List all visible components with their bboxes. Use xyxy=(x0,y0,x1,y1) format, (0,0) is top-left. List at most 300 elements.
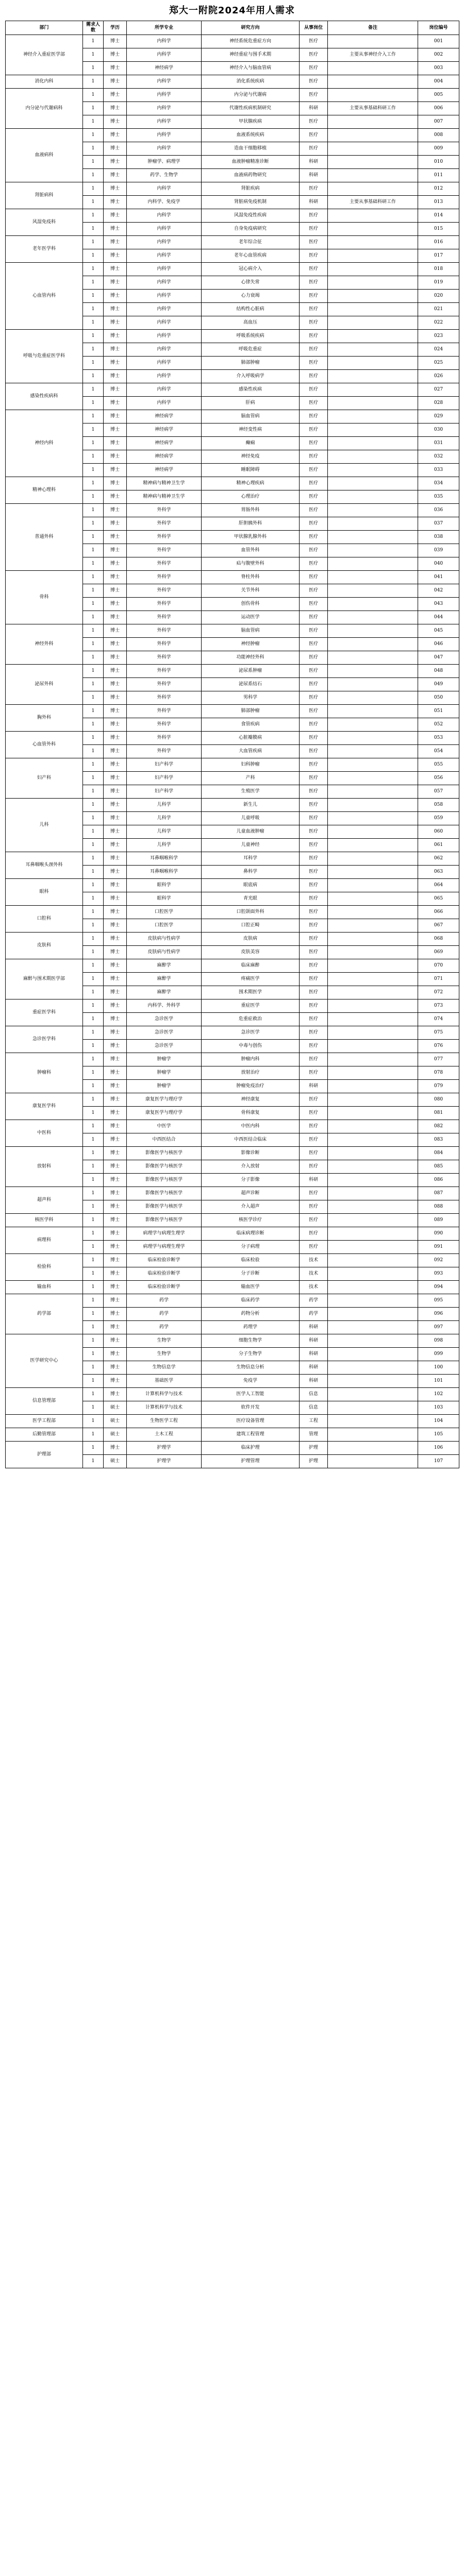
dept-cell: 中医科 xyxy=(6,1120,83,1147)
education-cell: 博士 xyxy=(104,584,127,598)
note-cell xyxy=(328,1093,418,1107)
post-cell: 医疗 xyxy=(300,785,328,799)
direction-cell: 产科 xyxy=(202,772,300,785)
page-title: 郑大一附院2024年用人需求 xyxy=(169,5,295,16)
code-cell: 045 xyxy=(418,624,459,638)
education-cell: 博士 xyxy=(104,477,127,490)
post-cell: 医疗 xyxy=(300,1066,328,1080)
post-cell: 医疗 xyxy=(300,397,328,410)
major-cell: 外科学 xyxy=(127,718,202,732)
post-cell: 医疗 xyxy=(300,1026,328,1040)
post-cell: 医疗 xyxy=(300,799,328,812)
education-cell: 博士 xyxy=(104,1348,127,1361)
code-cell: 038 xyxy=(418,531,459,544)
education-cell: 博士 xyxy=(104,1267,127,1281)
direction-cell: 老年综合征 xyxy=(202,236,300,249)
post-cell: 医疗 xyxy=(300,879,328,892)
major-cell: 儿科学 xyxy=(127,812,202,825)
note-cell xyxy=(328,276,418,290)
table-row xyxy=(6,799,459,812)
post-cell: 医疗 xyxy=(300,504,328,517)
direction-cell: 皮肤美容 xyxy=(202,946,300,959)
dept-cell: 输血科 xyxy=(6,1281,83,1294)
post-cell: 医疗 xyxy=(300,772,328,785)
education-cell: 博士 xyxy=(104,1442,127,1455)
post-cell: 医疗 xyxy=(300,638,328,651)
code-cell: 076 xyxy=(418,1040,459,1053)
education-cell: 博士 xyxy=(104,651,127,665)
direction-cell: 鼻科学 xyxy=(202,866,300,879)
major-cell: 急诊医学 xyxy=(127,1013,202,1026)
major-cell: 内科学 xyxy=(127,276,202,290)
education-cell: 博士 xyxy=(104,1334,127,1348)
education-cell: 博士 xyxy=(104,196,127,209)
code-cell: 079 xyxy=(418,1080,459,1093)
dept-cell: 检验科 xyxy=(6,1254,83,1281)
note-cell xyxy=(328,959,418,973)
count-cell: 1 xyxy=(83,330,104,343)
note-cell xyxy=(328,1428,418,1442)
count-cell: 1 xyxy=(83,1455,104,1468)
post-cell: 科研 xyxy=(300,1321,328,1334)
header-post: 从事岗位 xyxy=(300,21,328,35)
post-cell: 医疗 xyxy=(300,1133,328,1147)
major-cell: 内科学 xyxy=(127,290,202,303)
direction-cell: 皮肤病 xyxy=(202,933,300,946)
dept-cell: 妇产科 xyxy=(6,758,83,799)
code-cell: 080 xyxy=(418,1093,459,1107)
count-cell: 1 xyxy=(83,1120,104,1133)
count-cell: 1 xyxy=(83,772,104,785)
major-cell: 内科学 xyxy=(127,129,202,142)
code-cell: 051 xyxy=(418,705,459,718)
count-cell: 1 xyxy=(83,906,104,919)
note-cell xyxy=(328,1254,418,1267)
code-cell: 003 xyxy=(418,62,459,75)
note-cell xyxy=(328,1348,418,1361)
direction-cell: 结构性心脏病 xyxy=(202,303,300,316)
count-cell: 1 xyxy=(83,423,104,437)
post-cell: 医疗 xyxy=(300,892,328,906)
count-cell: 1 xyxy=(83,89,104,102)
count-cell: 1 xyxy=(83,450,104,464)
note-cell: 主要从事神经介入工作 xyxy=(328,48,418,62)
code-cell: 071 xyxy=(418,973,459,986)
education-cell: 博士 xyxy=(104,1241,127,1254)
post-cell: 科研 xyxy=(300,1080,328,1093)
post-cell: 医疗 xyxy=(300,115,328,129)
code-cell: 093 xyxy=(418,1267,459,1281)
table-row xyxy=(6,1415,459,1428)
post-cell: 医疗 xyxy=(300,75,328,89)
direction-cell: 肿瘤内科 xyxy=(202,1053,300,1066)
post-cell: 医疗 xyxy=(300,464,328,477)
count-cell: 1 xyxy=(83,1080,104,1093)
count-cell: 1 xyxy=(83,1308,104,1321)
education-cell: 博士 xyxy=(104,1040,127,1053)
note-cell xyxy=(328,437,418,450)
education-cell: 博士 xyxy=(104,691,127,705)
table-row xyxy=(6,1187,459,1200)
education-cell: 博士 xyxy=(104,892,127,906)
direction-cell: 口腔颌面外科 xyxy=(202,906,300,919)
post-cell: 医疗 xyxy=(300,598,328,611)
post-cell: 科研 xyxy=(300,156,328,169)
note-cell xyxy=(328,758,418,772)
code-cell: 091 xyxy=(418,1241,459,1254)
code-cell: 025 xyxy=(418,357,459,370)
dept-cell: 内分泌与代谢病科 xyxy=(6,89,83,129)
code-cell: 013 xyxy=(418,196,459,209)
direction-cell: 心律失常 xyxy=(202,276,300,290)
direction-cell: 临床护理 xyxy=(202,1442,300,1455)
note-cell xyxy=(328,1174,418,1187)
note-cell xyxy=(328,544,418,557)
major-cell: 护理学 xyxy=(127,1442,202,1455)
dept-cell: 血液病科 xyxy=(6,129,83,182)
major-cell: 内科学 xyxy=(127,383,202,397)
code-cell: 106 xyxy=(418,1442,459,1455)
dept-cell: 心血管外科 xyxy=(6,732,83,758)
education-cell: 硕士 xyxy=(104,1428,127,1442)
code-cell: 035 xyxy=(418,490,459,504)
post-cell: 医疗 xyxy=(300,89,328,102)
post-cell: 医疗 xyxy=(300,209,328,223)
direction-cell: 神经肿瘤 xyxy=(202,638,300,651)
count-cell: 1 xyxy=(83,490,104,504)
code-cell: 098 xyxy=(418,1334,459,1348)
major-cell: 外科学 xyxy=(127,504,202,517)
major-cell: 外科学 xyxy=(127,544,202,557)
education-cell: 博士 xyxy=(104,330,127,343)
code-cell: 054 xyxy=(418,745,459,758)
post-cell: 医疗 xyxy=(300,142,328,156)
direction-cell: 肾脏疾病 xyxy=(202,182,300,196)
code-cell: 042 xyxy=(418,584,459,598)
note-cell xyxy=(328,450,418,464)
table-row xyxy=(6,263,459,276)
post-cell: 医疗 xyxy=(300,1147,328,1160)
major-cell: 肿瘤学、病理学 xyxy=(127,156,202,169)
note-cell xyxy=(328,557,418,571)
direction-cell: 急诊医学 xyxy=(202,1026,300,1040)
count-cell: 1 xyxy=(83,879,104,892)
count-cell: 1 xyxy=(83,236,104,249)
education-cell: 博士 xyxy=(104,397,127,410)
note-cell xyxy=(328,517,418,531)
post-cell: 医疗 xyxy=(300,477,328,490)
note-cell xyxy=(328,89,418,102)
education-cell: 博士 xyxy=(104,544,127,557)
table-row xyxy=(6,182,459,196)
code-cell: 044 xyxy=(418,611,459,624)
header-education: 学历 xyxy=(104,21,127,35)
education-cell: 硕士 xyxy=(104,1415,127,1428)
direction-cell: 围术期医学 xyxy=(202,986,300,999)
education-cell: 博士 xyxy=(104,611,127,624)
note-cell xyxy=(328,223,418,236)
code-cell: 064 xyxy=(418,879,459,892)
dept-cell: 麻醉与围术期医学部 xyxy=(6,959,83,999)
direction-cell: 心力衰竭 xyxy=(202,290,300,303)
post-cell: 医疗 xyxy=(300,129,328,142)
note-cell xyxy=(328,906,418,919)
note-cell xyxy=(328,249,418,263)
code-cell: 024 xyxy=(418,343,459,357)
direction-cell: 甲状腺疾病 xyxy=(202,115,300,129)
post-cell: 医疗 xyxy=(300,249,328,263)
direction-cell: 中医内科 xyxy=(202,1120,300,1133)
note-cell xyxy=(328,464,418,477)
major-cell: 生物信息学 xyxy=(127,1361,202,1375)
header-dept: 部门 xyxy=(6,21,83,35)
direction-cell: 肝病 xyxy=(202,397,300,410)
note-cell xyxy=(328,370,418,383)
education-cell: 博士 xyxy=(104,1200,127,1214)
code-cell: 103 xyxy=(418,1401,459,1415)
note-cell xyxy=(328,383,418,397)
dept-cell: 神经外科 xyxy=(6,624,83,665)
note-cell xyxy=(328,357,418,370)
table-row xyxy=(6,879,459,892)
note-cell: 主要从事基础科研工作 xyxy=(328,196,418,209)
header-note: 备注 xyxy=(328,21,418,35)
post-cell: 科研 xyxy=(300,196,328,209)
post-cell: 科研 xyxy=(300,1334,328,1348)
note-cell xyxy=(328,504,418,517)
direction-cell: 心脏瓣膜病 xyxy=(202,732,300,745)
education-cell: 博士 xyxy=(104,638,127,651)
major-cell: 生物医学工程 xyxy=(127,1415,202,1428)
education-cell: 博士 xyxy=(104,1080,127,1093)
post-cell: 医疗 xyxy=(300,276,328,290)
code-cell: 016 xyxy=(418,236,459,249)
code-cell: 104 xyxy=(418,1415,459,1428)
code-cell: 034 xyxy=(418,477,459,490)
dept-cell: 心血管内科 xyxy=(6,263,83,330)
code-cell: 006 xyxy=(418,102,459,115)
count-cell: 1 xyxy=(83,1428,104,1442)
major-cell: 影像医学与核医学 xyxy=(127,1187,202,1200)
code-cell: 107 xyxy=(418,1455,459,1468)
post-cell: 科研 xyxy=(300,169,328,182)
major-cell: 影像医学与核医学 xyxy=(127,1214,202,1227)
count-cell: 1 xyxy=(83,919,104,933)
count-cell: 1 xyxy=(83,1147,104,1160)
post-cell: 药学 xyxy=(300,1308,328,1321)
dept-cell: 泌尿外科 xyxy=(6,665,83,705)
direction-cell: 冠心病介入 xyxy=(202,263,300,276)
direction-cell: 医学人工智能 xyxy=(202,1388,300,1401)
direction-cell: 功能神经外科 xyxy=(202,651,300,665)
direction-cell: 食管疾病 xyxy=(202,718,300,732)
note-cell xyxy=(328,1308,418,1321)
post-cell: 医疗 xyxy=(300,450,328,464)
education-cell: 博士 xyxy=(104,1013,127,1026)
table-row xyxy=(6,35,459,48)
direction-cell: 血管外科 xyxy=(202,544,300,557)
post-cell: 医疗 xyxy=(300,1120,328,1133)
note-cell xyxy=(328,999,418,1013)
count-cell: 1 xyxy=(83,745,104,758)
direction-cell: 自身免疫病研究 xyxy=(202,223,300,236)
table-row xyxy=(6,852,459,866)
code-cell: 100 xyxy=(418,1361,459,1375)
education-cell: 博士 xyxy=(104,571,127,584)
direction-cell: 细胞生物学 xyxy=(202,1334,300,1348)
direction-cell: 护理管理 xyxy=(202,1455,300,1468)
education-cell: 博士 xyxy=(104,290,127,303)
direction-cell: 呼吸危重症 xyxy=(202,343,300,357)
direction-cell: 中毒与创伤 xyxy=(202,1040,300,1053)
direction-cell: 分子生物学 xyxy=(202,1348,300,1361)
major-cell: 内科学、外科学 xyxy=(127,999,202,1013)
note-cell xyxy=(328,1013,418,1026)
code-cell: 022 xyxy=(418,316,459,330)
post-cell: 医疗 xyxy=(300,611,328,624)
dept-cell: 医学工程部 xyxy=(6,1415,83,1428)
count-cell: 1 xyxy=(83,464,104,477)
major-cell: 外科学 xyxy=(127,557,202,571)
note-cell xyxy=(328,973,418,986)
direction-cell: 免疫学 xyxy=(202,1375,300,1388)
post-cell: 医疗 xyxy=(300,410,328,423)
count-cell: 1 xyxy=(83,1442,104,1455)
code-cell: 032 xyxy=(418,450,459,464)
education-cell: 博士 xyxy=(104,75,127,89)
direction-cell: 内分泌与代谢病 xyxy=(202,89,300,102)
code-cell: 009 xyxy=(418,142,459,156)
note-cell xyxy=(328,866,418,879)
education-cell: 博士 xyxy=(104,48,127,62)
education-cell: 博士 xyxy=(104,410,127,423)
note-cell xyxy=(328,129,418,142)
education-cell: 博士 xyxy=(104,437,127,450)
education-cell: 博士 xyxy=(104,129,127,142)
table-row xyxy=(6,571,459,584)
direction-cell: 眼底病 xyxy=(202,879,300,892)
note-cell xyxy=(328,825,418,839)
count-cell: 1 xyxy=(83,504,104,517)
direction-cell: 癫痫 xyxy=(202,437,300,450)
count-cell: 1 xyxy=(83,156,104,169)
education-cell: 博士 xyxy=(104,999,127,1013)
direction-cell: 高血压 xyxy=(202,316,300,330)
education-cell: 博士 xyxy=(104,236,127,249)
count-cell: 1 xyxy=(83,1375,104,1388)
education-cell: 博士 xyxy=(104,799,127,812)
dept-cell: 精神心理科 xyxy=(6,477,83,504)
major-cell: 中西医结合 xyxy=(127,1133,202,1147)
education-cell: 博士 xyxy=(104,732,127,745)
table-row xyxy=(6,959,459,973)
education-cell: 博士 xyxy=(104,1147,127,1160)
table-row xyxy=(6,330,459,343)
code-cell: 070 xyxy=(418,959,459,973)
direction-cell: 神经康复 xyxy=(202,1093,300,1107)
direction-cell: 软件开发 xyxy=(202,1401,300,1415)
direction-cell: 神经变性病 xyxy=(202,423,300,437)
education-cell: 博士 xyxy=(104,102,127,115)
code-cell: 020 xyxy=(418,290,459,303)
post-cell: 护理 xyxy=(300,1442,328,1455)
code-cell: 090 xyxy=(418,1227,459,1241)
major-cell: 影像医学与核医学 xyxy=(127,1160,202,1174)
table-row xyxy=(6,129,459,142)
table-row xyxy=(6,1388,459,1401)
count-cell: 1 xyxy=(83,303,104,316)
major-cell: 外科学 xyxy=(127,571,202,584)
education-cell: 博士 xyxy=(104,249,127,263)
major-cell: 耳鼻咽喉科学 xyxy=(127,852,202,866)
post-cell: 医疗 xyxy=(300,624,328,638)
education-cell: 博士 xyxy=(104,1133,127,1147)
direction-cell: 临床药学 xyxy=(202,1294,300,1308)
note-cell xyxy=(328,1107,418,1120)
note-cell xyxy=(328,1455,418,1468)
count-cell: 1 xyxy=(83,825,104,839)
note-cell xyxy=(328,919,418,933)
note-cell xyxy=(328,839,418,852)
note-cell xyxy=(328,330,418,343)
note-cell xyxy=(328,1267,418,1281)
dept-cell: 病理科 xyxy=(6,1227,83,1254)
count-cell: 1 xyxy=(83,182,104,196)
education-cell: 博士 xyxy=(104,1388,127,1401)
major-cell: 内科学 xyxy=(127,249,202,263)
direction-cell: 中西医结合临床 xyxy=(202,1133,300,1147)
count-cell: 1 xyxy=(83,812,104,825)
direction-cell: 建筑工程管理 xyxy=(202,1428,300,1442)
major-cell: 内科学 xyxy=(127,48,202,62)
post-cell: 医疗 xyxy=(300,866,328,879)
code-cell: 095 xyxy=(418,1294,459,1308)
count-cell: 1 xyxy=(83,343,104,357)
post-cell: 医疗 xyxy=(300,437,328,450)
count-cell: 1 xyxy=(83,75,104,89)
post-cell: 医疗 xyxy=(300,678,328,691)
direction-cell: 核医学诊疗 xyxy=(202,1214,300,1227)
table-row xyxy=(6,999,459,1013)
post-cell: 医疗 xyxy=(300,1241,328,1254)
table-row xyxy=(6,209,459,223)
major-cell: 妇产科学 xyxy=(127,758,202,772)
count-cell: 1 xyxy=(83,62,104,75)
education-cell: 博士 xyxy=(104,115,127,129)
note-cell xyxy=(328,1187,418,1200)
major-cell: 内科学 xyxy=(127,330,202,343)
count-cell: 1 xyxy=(83,410,104,423)
table-row xyxy=(6,1147,459,1160)
major-cell: 内科学 xyxy=(127,75,202,89)
count-cell: 1 xyxy=(83,638,104,651)
count-cell: 1 xyxy=(83,544,104,557)
post-cell: 科研 xyxy=(300,1348,328,1361)
direction-cell: 脑血管病 xyxy=(202,410,300,423)
code-cell: 105 xyxy=(418,1428,459,1442)
note-cell xyxy=(328,1080,418,1093)
code-cell: 023 xyxy=(418,330,459,343)
post-cell: 医疗 xyxy=(300,1040,328,1053)
post-cell: 医疗 xyxy=(300,812,328,825)
direction-cell: 运动医学 xyxy=(202,611,300,624)
dept-cell: 神经内科 xyxy=(6,410,83,477)
note-cell xyxy=(328,651,418,665)
dept-cell: 肿瘤科 xyxy=(6,1053,83,1093)
major-cell: 内科学 xyxy=(127,397,202,410)
count-cell: 1 xyxy=(83,249,104,263)
code-cell: 039 xyxy=(418,544,459,557)
